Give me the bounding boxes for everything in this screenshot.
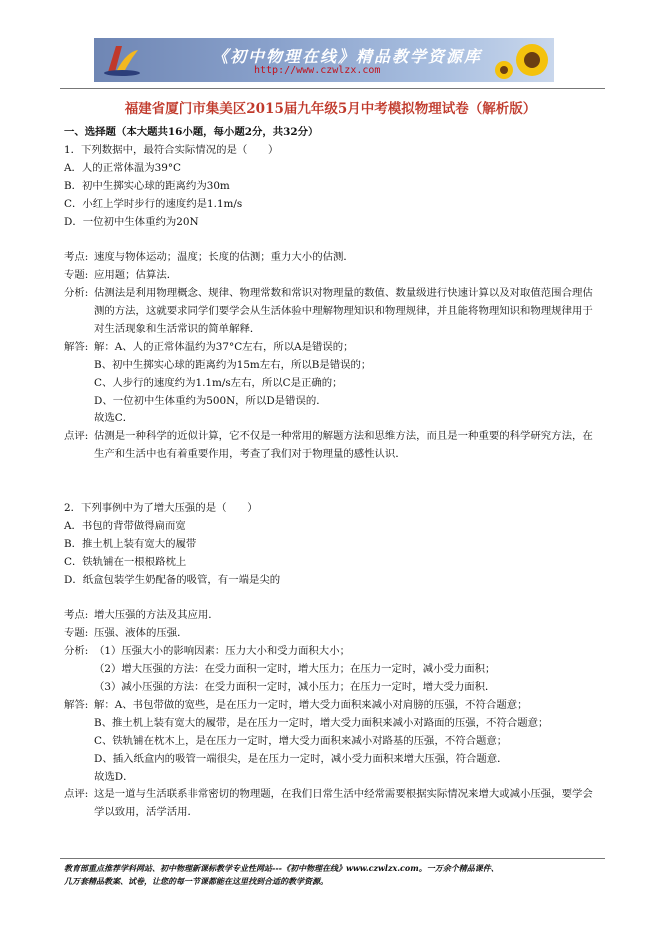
q2-jieda-line: B、推土机上装有宽大的履带，是在压力一定时，增大受力面积来减小对路面的压强，不符合题意； [94,716,549,729]
footer-line: 教育部重点推荐学科网站、初中物理新课标教学专业性网站---《初中物理在线》www.czwlzx.com。一万余个精品课件、 [64,863,499,873]
q2-jieda-label: 解答: [64,698,89,711]
q2-jieda-line: 解：A、书包带做的宽些，是在压力一定时，增大受力面积来减小对肩膀的压强，不符合题意； [94,698,528,711]
q1-jieda [64,339,594,429]
q2-fenxi-label: 分析: [64,645,89,658]
q2-jieda-answer: 故选D． [94,770,134,783]
banner-url[interactable]: http://www.czwlzx.com [254,65,381,76]
q2-zhuanti-label: 专题: [64,627,89,640]
q2-jieda-line: C、铁轨铺在枕木上，是在压力一定时，增大受力面积来减小对路基的压强，不符合题意； [94,734,508,747]
q1-option-c: C．小红上学时步行的速度约是1.1m/s [64,197,243,210]
site-logo-icon [102,42,142,78]
q2-kaodian-label: 考点: [64,609,89,622]
document-body [64,124,594,822]
q1-dianping-label: 点评: [64,430,89,443]
q2-dianping [64,786,594,822]
q2-stem: 2．下列事例中为了增大压强的是（ ） [64,501,258,514]
q1-zhuanti [64,267,594,285]
q2-zhuanti [64,625,594,643]
q1-zhuanti-text: 应用题；估算法． [94,269,178,282]
q1-fenxi-label: 分析: [64,287,89,300]
page-title: 福建省厦门市集美区2015届九年级5月中考模拟物理试卷（解析版） [124,101,537,117]
q1-option-a: A．人的正常体温为39°C [64,161,181,174]
footer-line: 几万套精品教案、试卷，让您的每一节课都能在这里找到合适的教学资源。 [64,876,328,886]
q1-jieda-line: B、初中生掷实心球的距离约为15m左右，所以B是错误的； [94,358,372,371]
section-heading: 一、选择题（本大题共16小题，每小题2分，共32分） [64,126,319,138]
q2-dianping-text: 这是一道与生活联系非常密切的物理题，在我们日常生活中经常需要根据实际情况来增大或减小压强，要学会学以致用，活学活用． [94,788,593,819]
q1-jieda-label: 解答: [64,340,89,353]
header-banner [94,38,554,82]
banner-title: 《初中物理在线》精品教学资源库 [212,47,483,66]
q1-option-d: D．一位初中生体重约为20N [64,215,199,228]
q2-dianping-label: 点评: [64,788,89,801]
q1-jieda-line: 解：A、人的正常体温约为37°C左右，所以A是错误的； [94,340,354,353]
q2-fenxi [64,643,594,697]
q1-jieda-line: D、一位初中生体重约为500N，所以D是错误的． [94,394,327,407]
q1-dianping [64,428,594,464]
header-divider [60,88,605,89]
q1-jieda-line: C、人步行的速度约为1.1m/s左右，所以C是正确的； [94,376,343,389]
q1-kaodian-label: 考点: [64,251,89,264]
q2-fenxi-line: （3）减小压强的方法：在受力面积一定时，减小压力；在压力一定时，增大受力面积． [94,681,496,694]
q1-kaodian-text: 速度与物体运动；温度；长度的估测；重力大小的估测． [94,251,354,264]
q1-option-b: B．初中生掷实心球的距离约为30m [64,179,230,192]
sunflower-icon [492,40,550,80]
q2-jieda [64,697,594,787]
q1-stem: 1．下列数据中，最符合实际情况的是（ ） [64,143,279,156]
page-footer [64,862,604,888]
q1-dianping-text: 估测是一种科学的近似计算，它不仅是一种常用的解题方法和思维方法，而且是一种重要的科学研究方法，在生产和生活中也有着重要作用，考查了我们对于物理量的感性认识． [94,430,593,461]
q2-option-c: C．铁轨铺在一根根路枕上 [64,555,187,568]
q1-fenxi-text: 估测法是利用物理概念、规律、物理常数和常识对物理量的数值、数量级进行快速计算以及对取值范围合理估测的方法，这就要求同学们要学会从生活体验中理解物理知识和物理规律，并且能将物理知识和物理规律用于对生活现象和生活常识的简单解释． [94,287,593,335]
q1-kaodian [64,249,594,267]
q2-option-d: D．纸盒包装学生奶配备的吸管，有一端是尖的 [64,573,281,586]
q2-option-a: A．书包的背带做得扁而宽 [64,519,186,532]
q2-fenxi-line: （2）增大压强的方法：在受力面积一定时，增大压力；在压力一定时，减小受力面积； [94,663,496,676]
q2-zhuanti-text: 压强、液体的压强． [94,627,188,640]
q2-fenxi-line: （1）压强大小的影响因素：压力大小和受力面积大小； [94,645,350,658]
q1-fenxi [64,285,594,339]
footer-divider [60,858,605,859]
q1-zhuanti-label: 专题: [64,269,89,282]
q2-kaodian-text: 增大压强的方法及其应用． [94,609,219,622]
q2-option-b: B．推土机上装有宽大的履带 [64,537,197,550]
q2-kaodian [64,607,594,625]
q1-jieda-answer: 故选C． [94,412,134,425]
q2-jieda-line: D、插入纸盒内的吸管一端很尖，是在压力一定时，减小受力面积来增大压强，符合题意． [94,752,508,765]
